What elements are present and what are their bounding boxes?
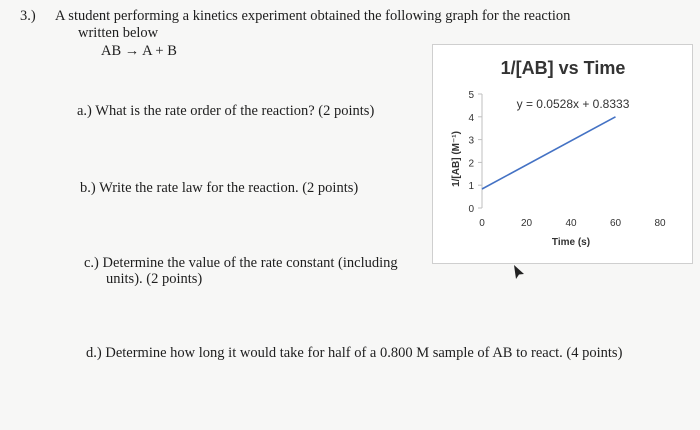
part-b-label: b.) xyxy=(80,180,96,196)
series-line xyxy=(482,117,616,189)
part-c xyxy=(84,255,398,272)
trendline-equation: y = 0.0528x + 0.8333 xyxy=(516,97,630,111)
y-tick-label: 1 xyxy=(468,181,474,193)
y-tick-label: 0 xyxy=(468,204,474,215)
part-a xyxy=(77,103,374,120)
part-c-text-line2: units). (2 points) xyxy=(106,271,203,287)
part-c-label: c.) xyxy=(84,255,99,271)
chart-title: 1/[AB] vs Time xyxy=(500,58,626,78)
part-b-text: Write the rate law for the reaction. (2 points) xyxy=(99,180,359,196)
reaction-equation: AB → A + B xyxy=(101,43,177,59)
part-d-label: d.) xyxy=(86,345,102,361)
y-tick-label: 2 xyxy=(468,158,474,170)
chart-panel xyxy=(432,44,693,264)
y-tick-label: 4 xyxy=(468,112,474,124)
question-intro-line2: written below xyxy=(78,25,159,41)
question-intro-line1: A student performing a kinetics experiment obtained the following graph for the reaction xyxy=(55,8,571,24)
part-a-text: What is the rate order of the reaction? (2 points) xyxy=(95,103,375,119)
x-tick-label: 0 xyxy=(479,218,485,229)
part-c-text: Determine the value of the rate constant (including xyxy=(102,255,398,271)
x-tick-label: 60 xyxy=(609,218,622,229)
chart-svg xyxy=(433,45,692,263)
part-a-label: a.) xyxy=(77,103,92,119)
part-b xyxy=(80,180,358,197)
y-tick-label: 3 xyxy=(468,135,474,147)
y-tick-label: 5 xyxy=(468,90,474,101)
x-tick-label: 40 xyxy=(565,218,577,229)
x-tick-label: 80 xyxy=(654,218,666,229)
part-d xyxy=(86,345,622,362)
question-number: 3.) xyxy=(20,8,36,24)
x-tick-label: 20 xyxy=(520,218,533,229)
x-axis-label: Time (s) xyxy=(551,237,591,248)
y-axis-label: 1/[AB] (M⁻¹) xyxy=(451,131,462,187)
part-d-text: Determine how long it would take for half of a 0.800 M sample of AB to react. (4 points) xyxy=(105,345,623,361)
cursor-arrow-icon xyxy=(512,264,526,280)
